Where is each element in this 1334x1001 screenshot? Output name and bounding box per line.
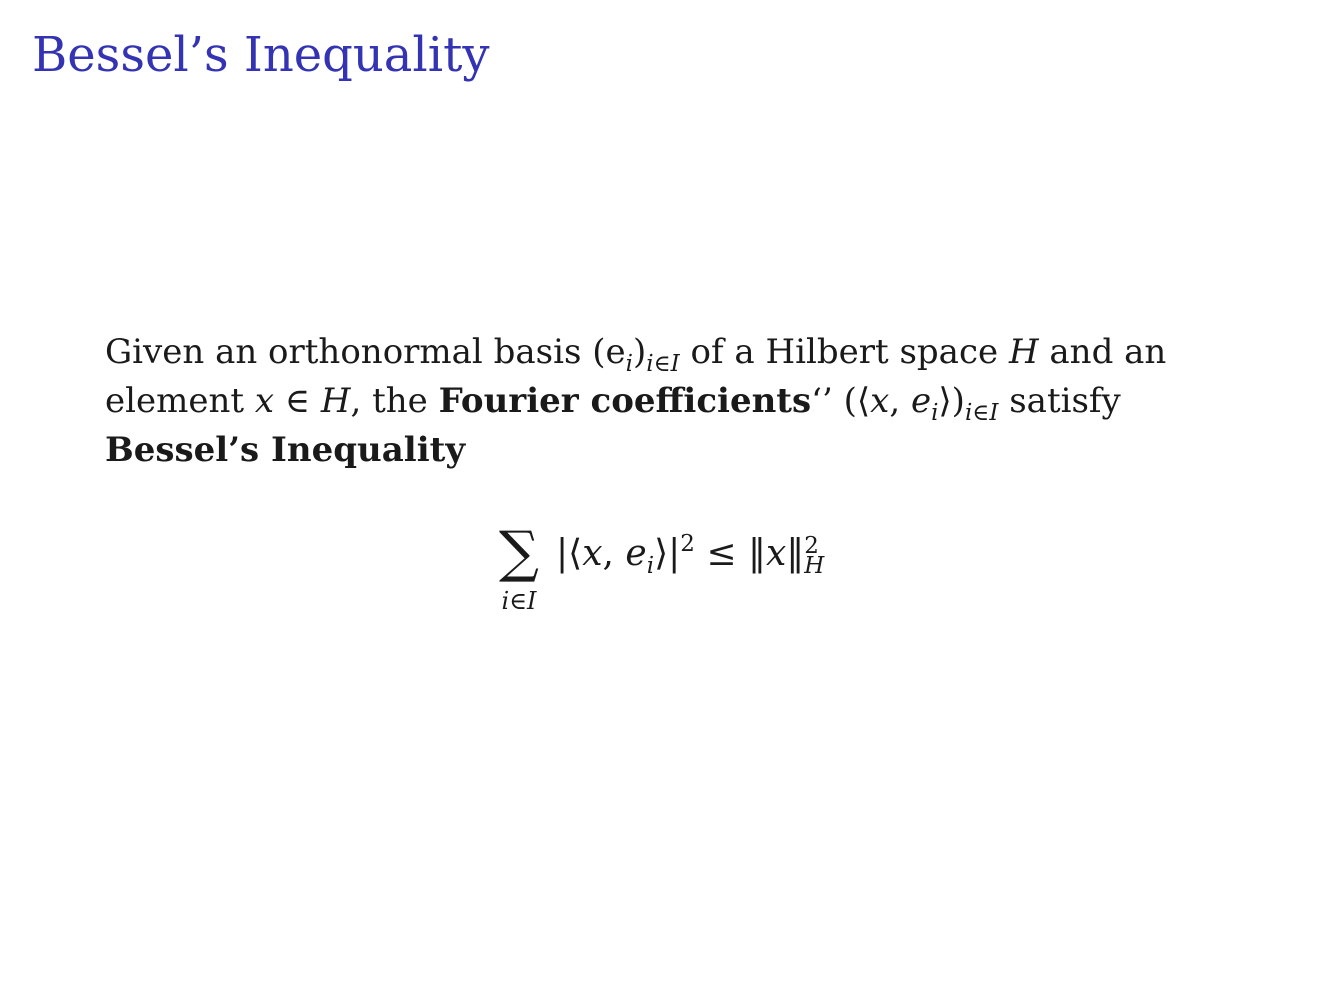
element-symbol: x <box>254 381 275 421</box>
summation-index: i∈I <box>501 587 537 615</box>
fourier-coefficients-term: Fourier coefficients <box>438 381 812 421</box>
slide-title: Bessel’s Inequality <box>32 27 490 83</box>
summation <box>488 518 550 614</box>
coefficient-notation: (⟨x, $e_i⟩)_{i\in I}$ <box>832 381 999 426</box>
leq-symbol: ≤ <box>694 533 748 574</box>
text-fragment: element <box>105 381 255 421</box>
norm-scripts: 2 H <box>804 533 825 579</box>
summation-sign: ∑ <box>499 520 539 585</box>
membership-symbol: ∈ <box>274 381 321 421</box>
quote-marks: ‘’ <box>811 381 833 421</box>
display-formula <box>0 518 1334 628</box>
text-fragment: and an <box>1038 332 1167 372</box>
inequality-expression: |⟨x, $e_i⟩|^2$ ≤ ‖x‖ 2 H <box>556 531 825 579</box>
hilbert-space-symbol: H <box>1008 332 1039 372</box>
basis-notation: $(e_i)_{i\in I}$ <box>592 332 680 377</box>
paragraph-line-2 <box>105 377 1255 426</box>
bessels-inequality-term: Bessel’s Inequality <box>105 430 466 470</box>
definition-paragraph <box>105 328 1255 475</box>
paragraph-line-1 <box>105 328 1255 377</box>
hilbert-space-symbol: H <box>320 381 351 421</box>
text-fragment: of a Hilbert space <box>679 332 1009 372</box>
text-fragment: Given an orthonormal basis <box>105 332 593 372</box>
text-fragment: satisfy <box>998 381 1121 421</box>
text-fragment: , the <box>350 381 439 421</box>
paragraph-line-3 <box>105 426 1255 475</box>
